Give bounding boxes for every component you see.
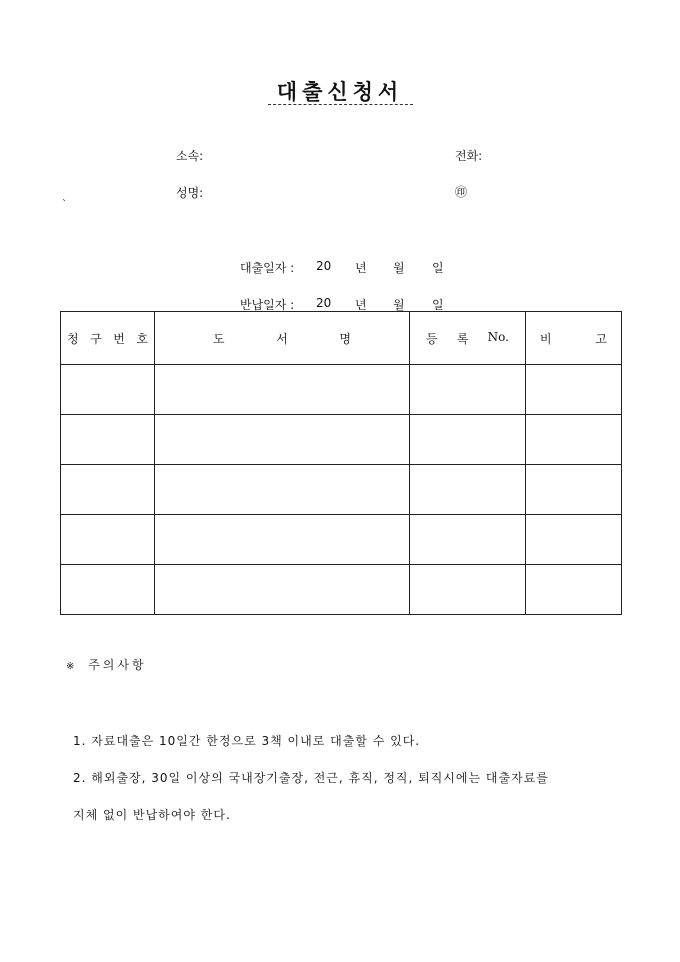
note-line-2: 2. 해외출장, 30일 이상의 국내장기출장, 전근, 휴직, 정직, 퇴직시에는 대출자료를 [73,771,549,785]
cell-book-title[interactable] [155,465,410,515]
header-request-no [61,312,155,365]
loan-day-unit: 일 [432,261,444,275]
cell-remarks[interactable] [526,465,622,515]
cell-request-no[interactable] [61,465,155,515]
loan-date-label: 대출일자 : [240,261,295,275]
header-remarks [526,312,622,365]
stray-mark: ` [62,199,67,210]
cell-book-title[interactable] [155,565,410,615]
cell-request-no[interactable] [61,515,155,565]
header-char: 명 [339,331,351,346]
cell-registration[interactable] [410,465,526,515]
cell-registration[interactable] [410,365,526,415]
cell-remarks[interactable] [526,415,622,465]
note-line-3: 지체 없이 반납하여야 한다. [73,808,231,822]
header-char: 청 [67,331,79,346]
note-line-1: 1. 자료대출은 10일간 한정으로 3책 이내로 대출할 수 있다. [73,734,421,748]
cell-registration[interactable] [410,515,526,565]
cell-registration[interactable] [410,415,526,465]
phone-label: 전화: [455,149,483,163]
notes-heading-text: 주의사항 [88,658,147,672]
return-month-unit: 월 [393,298,405,312]
table-row [61,515,622,565]
cell-request-no[interactable] [61,415,155,465]
name-label: 성명: [176,186,204,200]
header-char: No. [487,329,509,344]
header-char: 비 [540,331,552,346]
header-book-title [155,312,410,365]
cell-book-title[interactable] [155,415,410,465]
table-row [61,365,622,415]
cell-request-no[interactable] [61,365,155,415]
loan-table [60,311,622,615]
header-char: 호 [136,331,148,346]
cell-book-title[interactable] [155,515,410,565]
notes-mark: ※ [66,661,76,672]
header-char: 록 [456,331,469,346]
return-day-unit: 일 [432,298,444,312]
header-char: 고 [595,331,607,346]
cell-registration[interactable] [410,565,526,615]
cell-request-no[interactable] [61,565,155,615]
header-char: 등 [426,331,438,346]
header-char: 번 [113,331,125,346]
return-date-row [0,296,680,312]
loan-year-unit: 년 [355,261,367,275]
cell-remarks[interactable] [526,515,622,565]
notes-heading [66,656,147,673]
form-title: 대출신청서 [276,80,404,104]
table-row [61,465,622,515]
loan-year-prefix: 20 [316,259,332,273]
return-date-label: 반납일자 : [240,298,295,312]
header-char: 도 [213,331,225,346]
seal-mark: ㊞ [455,185,468,199]
table-row [61,415,622,465]
header-char: 구 [90,331,102,346]
loan-date-row [0,259,680,275]
return-year-prefix: 20 [316,296,332,310]
header-registration [410,312,526,365]
table-header-row [61,312,622,365]
header-char: 서 [276,331,288,346]
title-underline [268,104,413,105]
cell-book-title[interactable] [155,365,410,415]
cell-remarks[interactable] [526,565,622,615]
return-year-unit: 년 [355,298,367,312]
table-row [61,565,622,615]
affiliation-label: 소속: [176,149,204,163]
cell-remarks[interactable] [526,365,622,415]
loan-month-unit: 월 [393,261,405,275]
